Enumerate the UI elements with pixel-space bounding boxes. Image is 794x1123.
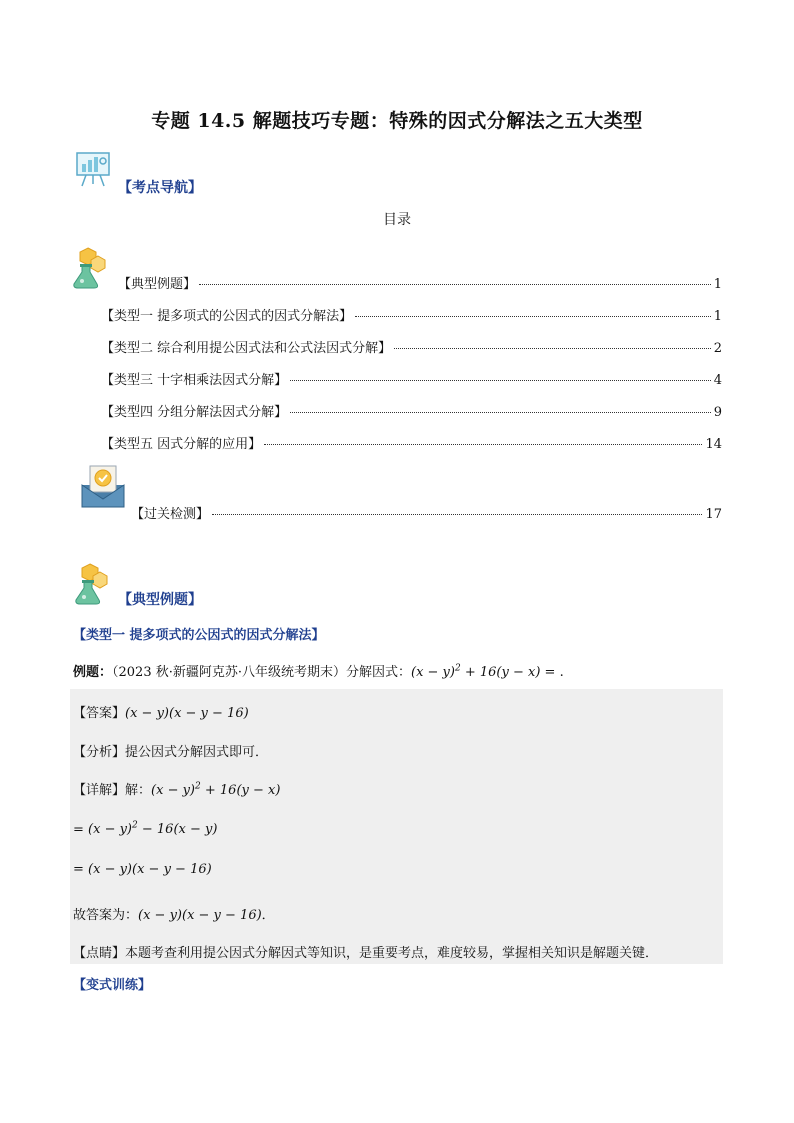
toc-title: 目录 [383, 212, 411, 228]
toc-item-typical-examples[interactable] [118, 273, 722, 292]
toc-leader [394, 348, 711, 349]
toc-page: 14 [705, 437, 722, 452]
example-prefix: 例题： [73, 665, 113, 680]
step-1: = $(x - y)^2 - 16(x - y)$ [73, 821, 218, 838]
toc-label: 【类型三 十字相乘法因式分解】 [101, 373, 288, 388]
toc-item-type4[interactable] [101, 401, 722, 420]
answer-expression: (x − y)(x − y − 16) [125, 706, 249, 721]
toc-label: 【过关检测】 [131, 507, 210, 522]
toc-label: 【类型二 综合利用提公因式法和公式法因式分解】 [101, 341, 392, 356]
toc-leader [355, 316, 711, 317]
presentation-board-icon [74, 150, 114, 188]
analysis-text: 提公因式分解因式即可． [125, 745, 269, 760]
answer-label: 【答案】 [73, 706, 126, 721]
flask-icon [70, 246, 108, 290]
toc-page: 9 [713, 405, 722, 420]
example-source: （2023 秋·新疆阿克苏·八年级统考期末）分解因式： [112, 665, 411, 680]
section-heading: 【典型例题】 [118, 592, 202, 608]
type1-heading: 【类型一 提多项式的公因式的因式分解法】 [73, 628, 325, 643]
toc-page: 17 [705, 507, 722, 522]
detail-label: 【详解】 [73, 783, 126, 798]
conclusion-text: 故答案为： [73, 908, 139, 923]
toc-item-type5[interactable] [101, 433, 722, 452]
toc-item-type3[interactable] [101, 369, 722, 388]
answer-line [73, 702, 249, 721]
toc-leader [212, 514, 702, 515]
variant-heading: 【变式训练】 [73, 978, 152, 993]
example-end: . [559, 665, 564, 680]
checkmark-envelope-icon [80, 463, 126, 509]
toc-page: 1 [713, 277, 722, 292]
toc-leader [264, 444, 702, 445]
toc-page: 1 [713, 309, 722, 324]
detail-line [73, 779, 280, 798]
toc-item-type2[interactable] [101, 337, 722, 356]
toc-label: 【类型一 提多项式的公因式的因式分解法】 [101, 309, 353, 324]
toc-leader [290, 412, 711, 413]
toc-label: 【典型例题】 [118, 277, 197, 292]
step-1-expression: $(x - y)^2 - 16(x - y)$ [88, 821, 218, 838]
step-2-expression: (x − y)(x − y − 16) [88, 862, 212, 877]
toc-page: 4 [713, 373, 722, 388]
toc-page: 2 [713, 341, 722, 356]
analysis-label: 【分析】 [73, 745, 126, 760]
detail-expression: $(x - y)^2 + 16(y - x)$ [151, 781, 281, 798]
conclusion-line: 故答案为：(x − y)(x − y − 16)． [73, 908, 275, 923]
detail-text: 解： [125, 783, 152, 798]
nav-heading: 【考点导航】 [118, 180, 202, 196]
toc-leader [290, 380, 711, 381]
example-question [73, 661, 564, 680]
comment-text: 本题考查利用提公因式分解因式等知识，是重要考点，难度较易，掌握相关知识是解题关键． [125, 946, 659, 961]
toc-label: 【类型四 分组分解法因式分解】 [101, 405, 288, 420]
comment-line [73, 942, 658, 961]
comment-label: 【点睛】 [73, 946, 126, 961]
toc-leader [199, 284, 711, 285]
toc-item-checkpoint[interactable] [131, 503, 722, 522]
page-title: 专题 14.5 解题技巧专题：特殊的因式分解法之五大类型 [151, 110, 643, 132]
analysis-line [73, 741, 268, 760]
example-expression: $(x - y)^2 + 16(y - x)$ = [411, 663, 560, 680]
toc-item-type1[interactable] [101, 305, 722, 324]
toc-label: 【类型五 因式分解的应用】 [101, 437, 262, 452]
conclusion-expression: (x − y)(x − y − 16) [138, 908, 262, 923]
flask-icon [72, 562, 110, 606]
step-2: = (x − y)(x − y − 16) [73, 862, 212, 877]
